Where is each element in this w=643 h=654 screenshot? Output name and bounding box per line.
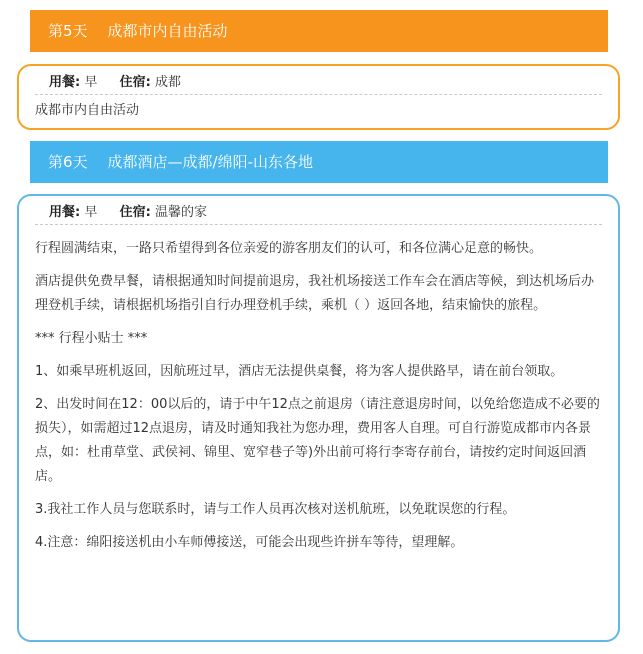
day6-paragraph-checkout: 酒店提供免费早餐，请根据通知时间提前退房，我社机场接送工作车会在酒店等候，到达机场后办理登机手续，请根据机场指引自行办理登机手续，乘机（ ）返回各地，结束愉快的旅程。 bbox=[35, 274, 595, 313]
day6-tips-heading: *** 行程小贴士 *** bbox=[35, 331, 148, 346]
day5-meals-value: 早 bbox=[84, 75, 98, 90]
day6-title: 成都酒店—成都/绵阳-山东各地 bbox=[107, 153, 314, 171]
day6-meals-label: 用餐: bbox=[49, 205, 81, 220]
day5-stay-value: 成都 bbox=[154, 75, 181, 90]
day5-description: 成都市内自由活动 bbox=[35, 103, 140, 118]
day5-details-box bbox=[17, 64, 620, 130]
day6-tip-2: 2、出发时间在12：00以后的，请于中午12点之前退房（请注意退房时间，以免给您造成不必要的损失），如需超过12点退房，请及时通知我社为您办理，费用客人自理。可自行游览成都市内各景点，如：杜甫草堂、武侯祠、锦里、宽窄巷子等)外出前可将行李寄存前台，请按约定时间返回酒店。 bbox=[35, 397, 600, 484]
day6-tip-3: 3.我社工作人员与您联系时，请与工作人员再次核对送机航班，以免耽误您的行程。 bbox=[35, 502, 516, 517]
day5-title: 成都市内自由活动 bbox=[107, 22, 228, 40]
day6-meta-row bbox=[35, 202, 602, 225]
day5-meals-label: 用餐: bbox=[49, 75, 81, 90]
day5-number: 第5天 bbox=[48, 22, 88, 40]
day5-meta-row bbox=[35, 72, 602, 95]
day5-header bbox=[30, 10, 608, 52]
day6-tip-4: 4.注意：绵阳接送机由小车师傅接送，可能会出现些许拼车等待，望理解。 bbox=[35, 535, 464, 550]
day6-stay-value: 温馨的家 bbox=[154, 205, 207, 220]
day6-stay-label: 住宿: bbox=[119, 205, 151, 220]
day6-header bbox=[30, 141, 608, 183]
day6-meals-value: 早 bbox=[84, 205, 98, 220]
day6-details-box bbox=[17, 194, 620, 642]
day6-number: 第6天 bbox=[48, 153, 88, 171]
day6-paragraph-closing: 行程圆满结束，一路只希望得到各位亲爱的游客朋友们的认可，和各位满心足意的畅快。 bbox=[35, 241, 543, 256]
day5-stay-label: 住宿: bbox=[119, 75, 151, 90]
day6-tip-1: 1、如乘早班机返回，因航班过早，酒店无法提供桌餐，将为客人提供路早，请在前台领取。 bbox=[35, 364, 564, 379]
